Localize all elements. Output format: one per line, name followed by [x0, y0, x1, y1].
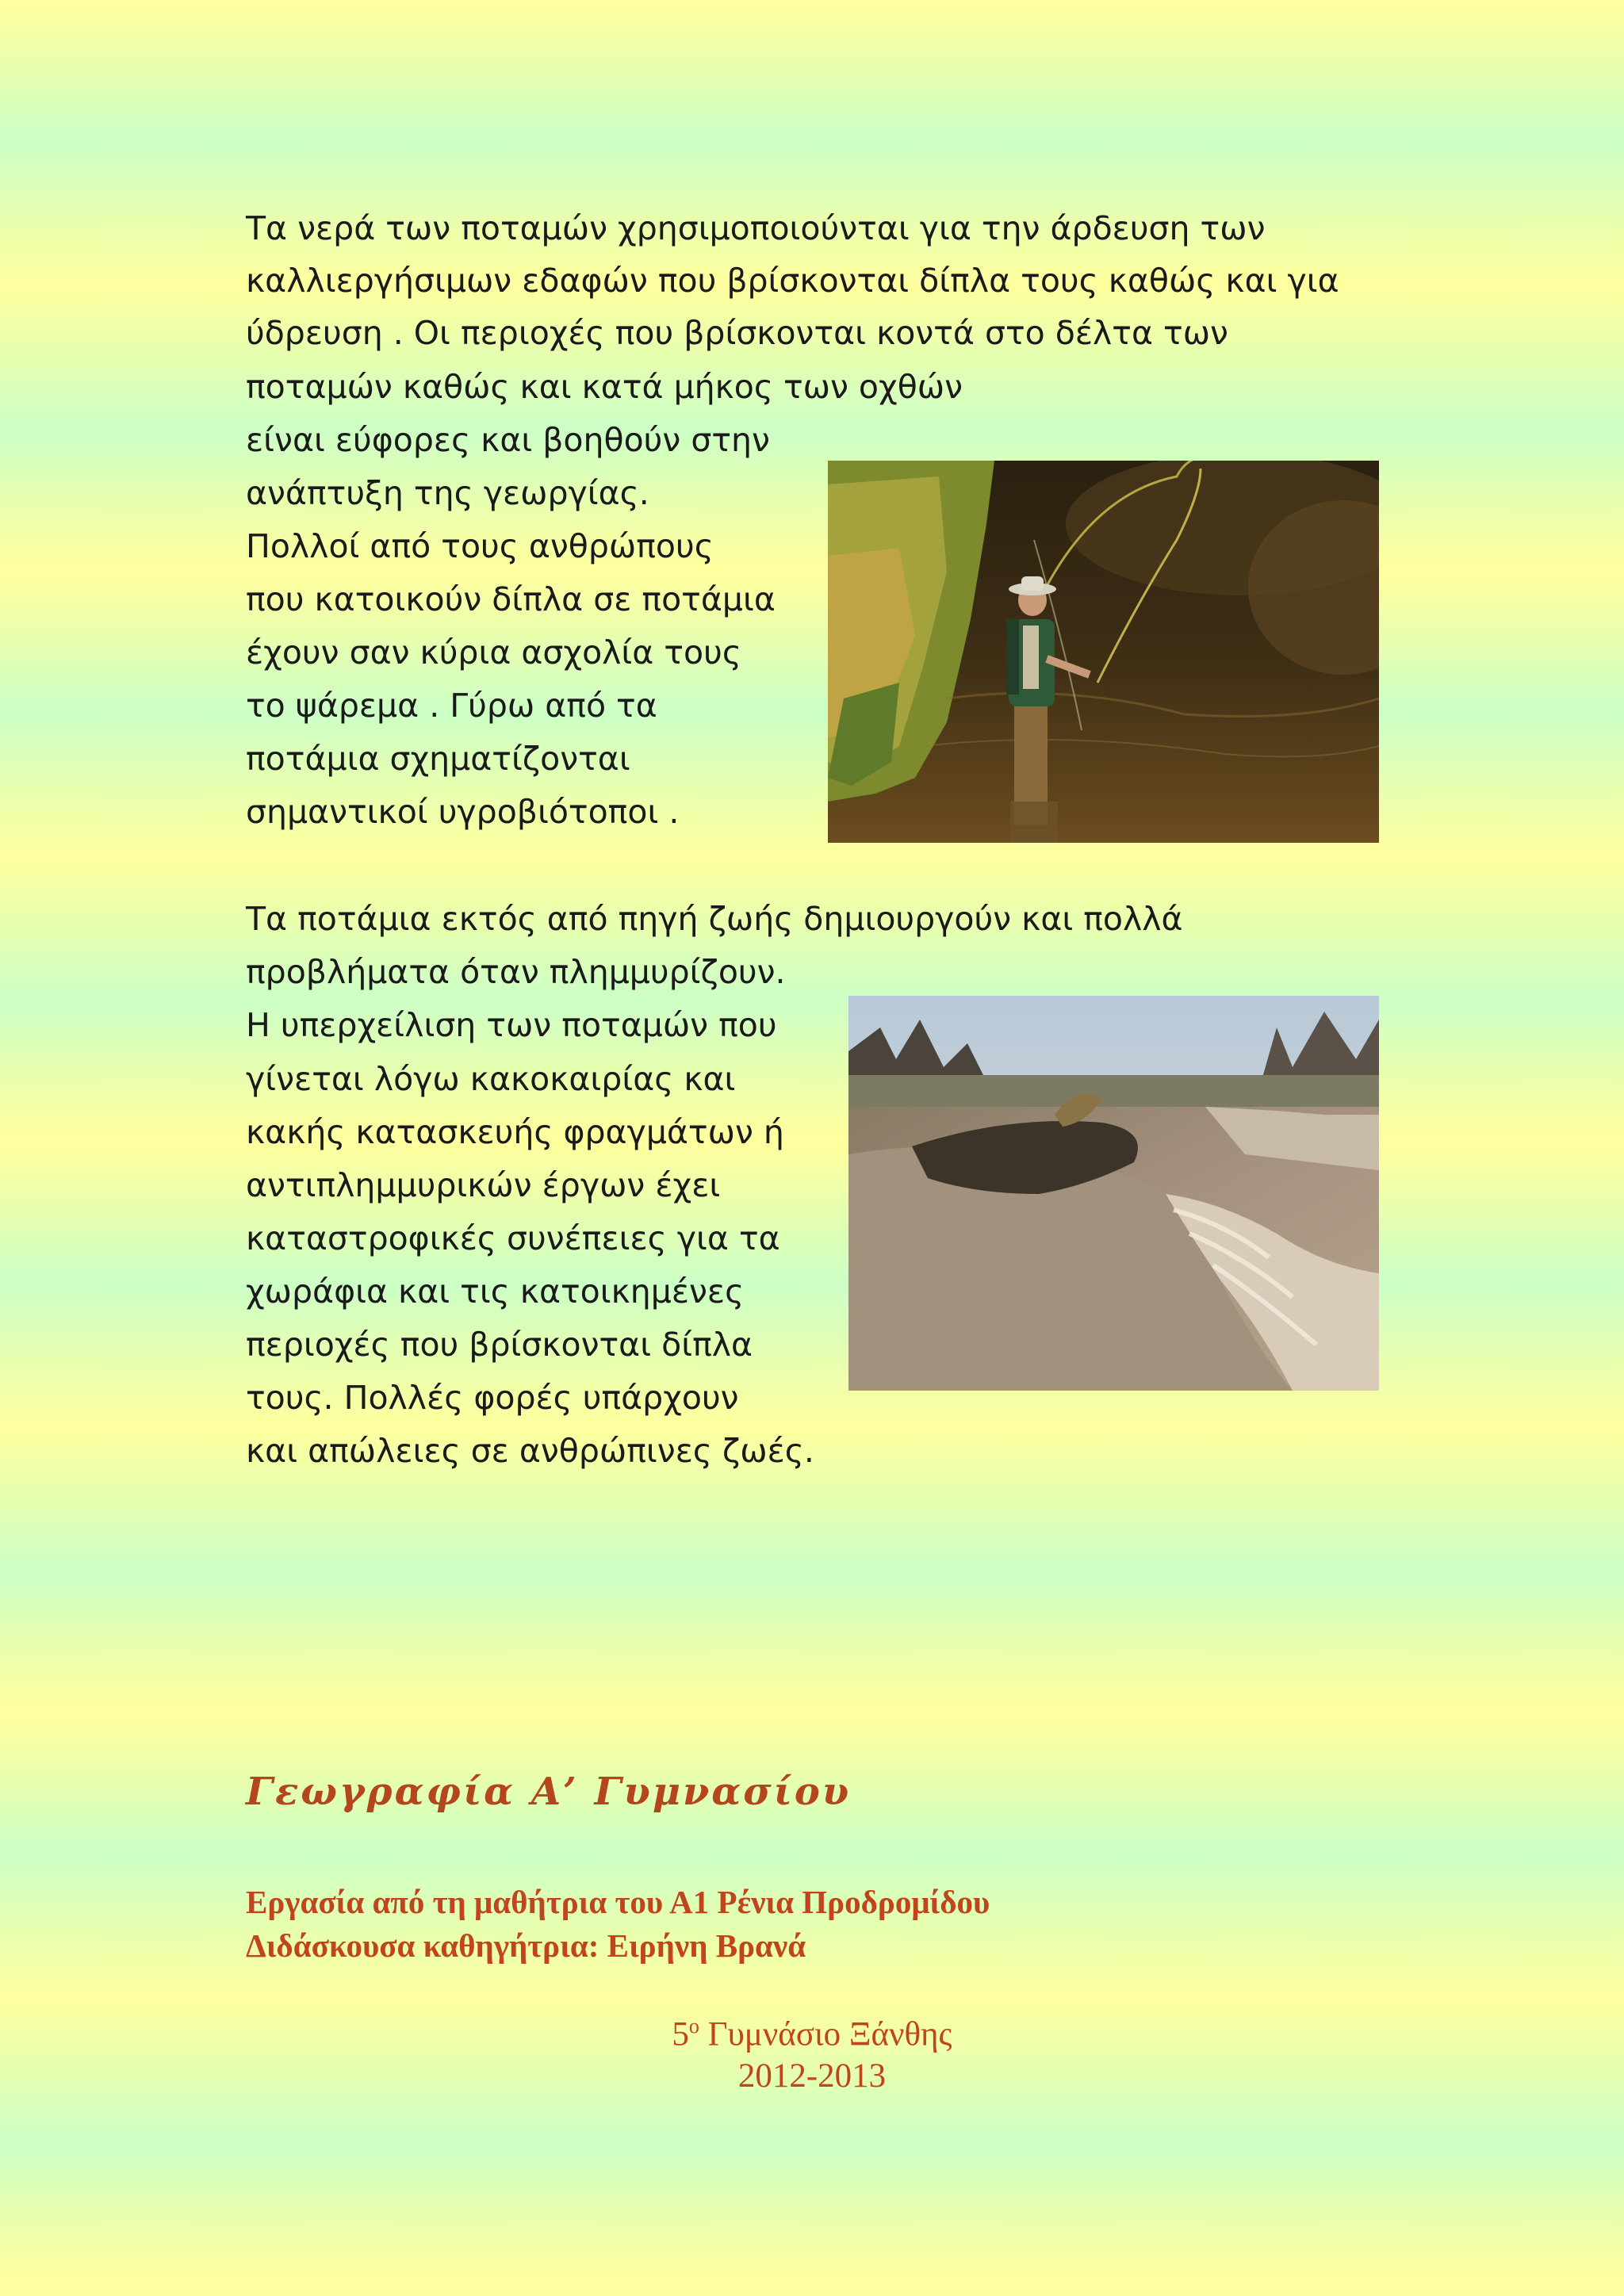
- paragraph1-line: ποτάμια σχηματίζονται: [246, 740, 630, 778]
- paragraph1-line: καλλιεργήσιμων εδαφών που βρίσκονται δίπλα τους καθώς και για: [246, 262, 1339, 300]
- paragraph2-line: Τα ποτάμια εκτός από πηγή ζωής δημιουργούν και πολλά: [246, 900, 1183, 938]
- school-name: [0, 2015, 1624, 2053]
- paragraph1-line: είναι εύφορες και βοηθούν στην: [246, 421, 770, 459]
- paragraph2-line: κακής κατασκευής φραγμάτων ή: [246, 1113, 784, 1151]
- school-number: 5: [672, 2015, 689, 2053]
- paragraph1-line: Τα νερά των ποταμών χρησιμοποιούνται για την άρδευση των: [246, 209, 1266, 247]
- paragraph1-line: που κατοικούν δίπλα σε ποτάμια: [246, 580, 776, 618]
- paragraph1-line: το ψάρεμα . Γύρω από τα: [246, 687, 657, 725]
- paragraph2-line: αντιπλημμυρικών έργων έχει: [246, 1166, 721, 1204]
- paragraph2-line: και απώλειες σε ανθρώπινες ζωές.: [246, 1432, 814, 1470]
- paragraph2-line: προβλήματα όταν πλημμυρίζουν.: [246, 953, 786, 991]
- paragraph1-line: Πολλοί από τους ανθρώπους: [246, 527, 714, 565]
- paragraph2-line: χωράφια και τις κατοικημένες: [246, 1272, 745, 1311]
- fisherman-photo: [828, 461, 1379, 843]
- paragraph2-line: τους. Πολλές φορές υπάρχουν: [246, 1379, 739, 1417]
- teacher-credit: Διδάσκουσα καθηγήτρια: Ειρήνη Βρανά: [246, 1927, 806, 1964]
- paragraph1-line: ύδρευση . Οι περιοχές που βρίσκονται κοντά στο δέλτα των: [246, 314, 1228, 352]
- paragraph1-line: ποταμών καθώς και κατά μήκος των οχθών: [246, 368, 963, 406]
- flood-photo: [848, 996, 1379, 1391]
- school-label: Γυμνάσιο Ξάνθης: [699, 2015, 952, 2053]
- school-ordinal: ο: [688, 2015, 699, 2038]
- student-credit: Εργασία από τη μαθήτρια του Α1 Ρένια Προδρομίδου: [246, 1884, 990, 1920]
- paragraph1-line: έχουν σαν κύρια ασχολία τους: [246, 633, 741, 672]
- paragraph2-line: καταστροφικές συνέπειες για τα: [246, 1219, 780, 1257]
- school-years: 2012-2013: [737, 2057, 887, 2095]
- paragraph2-line: Η υπερχείλιση των ποταμών που: [246, 1006, 777, 1044]
- paragraph2-line: γίνεται λόγω κακοκαιρίας και: [246, 1060, 736, 1098]
- paragraph1-line: ανάπτυξη της γεωργίας.: [246, 474, 649, 512]
- paragraph2-line: περιοχές που βρίσκονται δίπλα: [246, 1326, 753, 1364]
- subject-title: Γεωγραφία Α’ Γυμνασίου: [246, 1770, 852, 1814]
- paragraph1-line: σημαντικοί υγροβιότοποι .: [246, 793, 680, 831]
